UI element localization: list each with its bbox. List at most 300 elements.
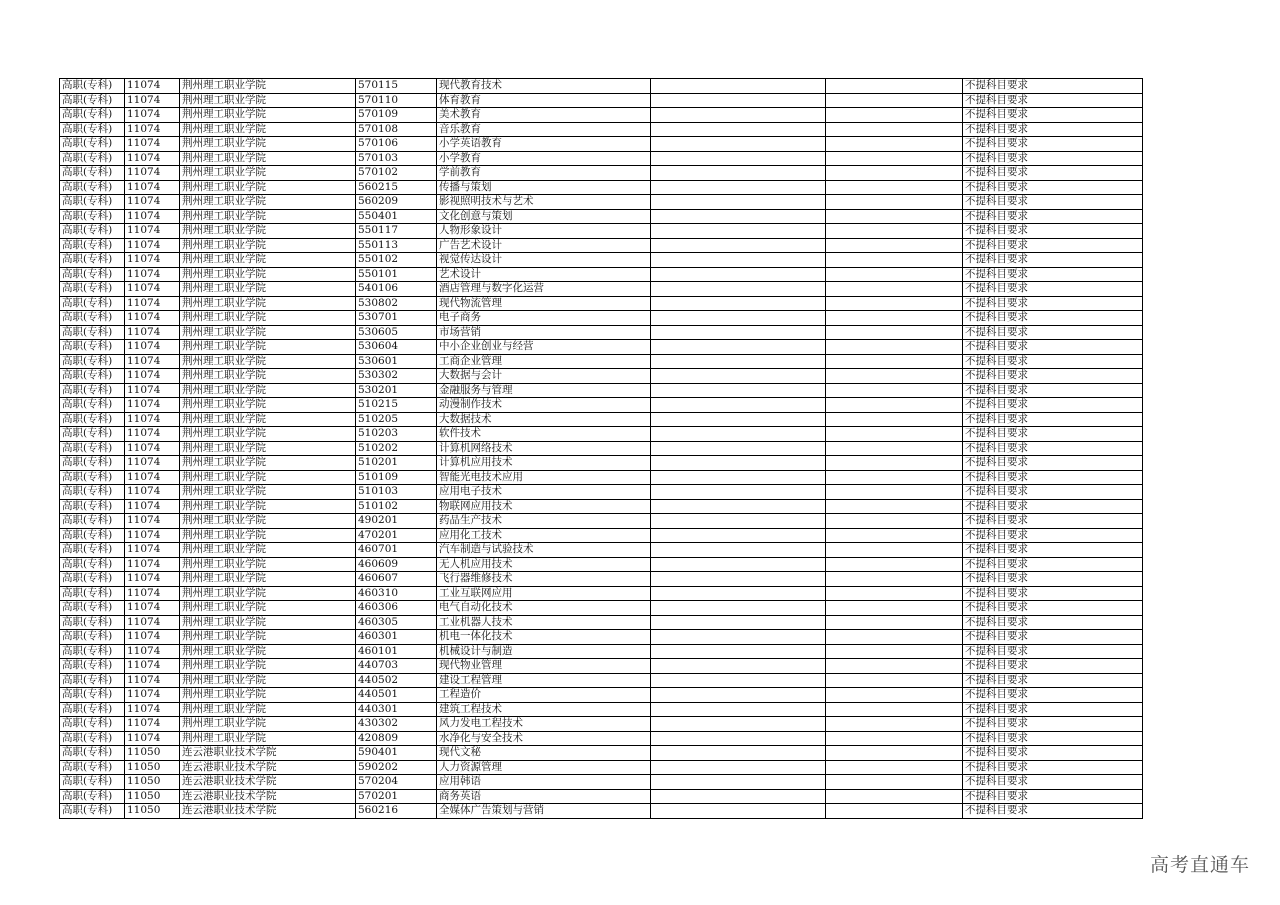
blank-cell [651, 282, 826, 297]
table-row [60, 601, 1143, 616]
school-name-cell: 荆州理工职业学院 [180, 398, 356, 413]
major-code-cell: 530604 [356, 340, 437, 355]
blank-cell [826, 804, 963, 819]
blank-cell [651, 514, 826, 529]
blank-cell [826, 108, 963, 123]
subject-requirement-cell: 不提科目要求 [963, 470, 1143, 485]
school-name-cell: 荆州理工职业学院 [180, 499, 356, 514]
table-row [60, 746, 1143, 761]
blank-cell [826, 209, 963, 224]
major-code-cell: 530601 [356, 354, 437, 369]
blank-cell [651, 195, 826, 210]
level-cell: 高职(专科) [60, 224, 125, 239]
level-cell: 高职(专科) [60, 760, 125, 775]
blank-cell [826, 122, 963, 137]
table-row [60, 253, 1143, 268]
major-code-cell: 570115 [356, 79, 437, 94]
blank-cell [826, 180, 963, 195]
subject-requirement-cell: 不提科目要求 [963, 354, 1143, 369]
major-name-cell: 人力资源管理 [437, 760, 651, 775]
school-code-cell: 11074 [125, 543, 180, 558]
school-name-cell: 荆州理工职业学院 [180, 528, 356, 543]
school-name-cell: 荆州理工职业学院 [180, 122, 356, 137]
school-code-cell: 11074 [125, 383, 180, 398]
blank-cell [826, 383, 963, 398]
major-code-cell: 460701 [356, 543, 437, 558]
school-name-cell: 荆州理工职业学院 [180, 557, 356, 572]
blank-cell [826, 93, 963, 108]
blank-cell [826, 499, 963, 514]
major-code-cell: 550102 [356, 253, 437, 268]
blank-cell [651, 630, 826, 645]
major-code-cell: 510201 [356, 456, 437, 471]
major-name-cell: 传播与策划 [437, 180, 651, 195]
blank-cell [651, 717, 826, 732]
blank-cell [826, 615, 963, 630]
subject-requirement-cell: 不提科目要求 [963, 441, 1143, 456]
major-name-cell: 建筑工程技术 [437, 702, 651, 717]
level-cell: 高职(专科) [60, 659, 125, 674]
subject-requirement-cell: 不提科目要求 [963, 238, 1143, 253]
major-name-cell: 工业互联网应用 [437, 586, 651, 601]
subject-requirement-cell: 不提科目要求 [963, 369, 1143, 384]
blank-cell [651, 499, 826, 514]
blank-cell [651, 224, 826, 239]
school-name-cell: 连云港职业技术学院 [180, 789, 356, 804]
blank-cell [651, 528, 826, 543]
major-name-cell: 中小企业创业与经营 [437, 340, 651, 355]
blank-cell [651, 340, 826, 355]
major-name-cell: 工程造价 [437, 688, 651, 703]
major-name-cell: 应用电子技术 [437, 485, 651, 500]
table-row [60, 717, 1143, 732]
school-code-cell: 11074 [125, 673, 180, 688]
major-name-cell: 机械设计与制造 [437, 644, 651, 659]
school-name-cell: 荆州理工职业学院 [180, 441, 356, 456]
school-name-cell: 荆州理工职业学院 [180, 702, 356, 717]
school-name-cell: 荆州理工职业学院 [180, 673, 356, 688]
blank-cell [826, 354, 963, 369]
subject-requirement-cell: 不提科目要求 [963, 731, 1143, 746]
major-name-cell: 大数据技术 [437, 412, 651, 427]
table-row [60, 528, 1143, 543]
school-name-cell: 荆州理工职业学院 [180, 253, 356, 268]
major-code-cell: 550101 [356, 267, 437, 282]
table-row [60, 325, 1143, 340]
subject-requirement-cell: 不提科目要求 [963, 775, 1143, 790]
blank-cell [651, 644, 826, 659]
level-cell: 高职(专科) [60, 93, 125, 108]
school-name-cell: 荆州理工职业学院 [180, 296, 356, 311]
blank-cell [651, 441, 826, 456]
blank-cell [651, 673, 826, 688]
school-name-cell: 连云港职业技术学院 [180, 775, 356, 790]
major-name-cell: 现代物流管理 [437, 296, 651, 311]
blank-cell [651, 398, 826, 413]
level-cell: 高职(专科) [60, 412, 125, 427]
blank-cell [826, 557, 963, 572]
major-code-cell: 510202 [356, 441, 437, 456]
blank-cell [651, 354, 826, 369]
major-code-cell: 570102 [356, 166, 437, 181]
table-row [60, 572, 1143, 587]
school-code-cell: 11074 [125, 369, 180, 384]
major-code-cell: 540106 [356, 282, 437, 297]
major-name-cell: 飞行器维修技术 [437, 572, 651, 587]
major-code-cell: 510205 [356, 412, 437, 427]
school-name-cell: 荆州理工职业学院 [180, 630, 356, 645]
blank-cell [826, 441, 963, 456]
school-name-cell: 荆州理工职业学院 [180, 615, 356, 630]
major-name-cell: 体育教育 [437, 93, 651, 108]
table-row [60, 804, 1143, 819]
major-name-cell: 文化创意与策划 [437, 209, 651, 224]
school-name-cell: 荆州理工职业学院 [180, 427, 356, 442]
school-name-cell: 荆州理工职业学院 [180, 180, 356, 195]
level-cell: 高职(专科) [60, 267, 125, 282]
school-code-cell: 11074 [125, 615, 180, 630]
school-code-cell: 11074 [125, 470, 180, 485]
subject-requirement-cell: 不提科目要求 [963, 572, 1143, 587]
blank-cell [651, 253, 826, 268]
major-name-cell: 市场营销 [437, 325, 651, 340]
major-name-cell: 建设工程管理 [437, 673, 651, 688]
school-code-cell: 11074 [125, 427, 180, 442]
school-name-cell: 荆州理工职业学院 [180, 224, 356, 239]
level-cell: 高职(专科) [60, 688, 125, 703]
school-code-cell: 11074 [125, 296, 180, 311]
level-cell: 高职(专科) [60, 282, 125, 297]
blank-cell [651, 456, 826, 471]
major-name-cell: 电子商务 [437, 311, 651, 326]
school-code-cell: 11074 [125, 238, 180, 253]
blank-cell [826, 427, 963, 442]
blank-cell [826, 267, 963, 282]
school-code-cell: 11074 [125, 644, 180, 659]
major-code-cell: 440501 [356, 688, 437, 703]
major-code-cell: 460306 [356, 601, 437, 616]
subject-requirement-cell: 不提科目要求 [963, 180, 1143, 195]
level-cell: 高职(专科) [60, 804, 125, 819]
major-code-cell: 550117 [356, 224, 437, 239]
school-name-cell: 荆州理工职业学院 [180, 340, 356, 355]
subject-requirement-cell: 不提科目要求 [963, 688, 1143, 703]
blank-cell [651, 702, 826, 717]
blank-cell [651, 688, 826, 703]
subject-requirement-cell: 不提科目要求 [963, 209, 1143, 224]
level-cell: 高职(专科) [60, 398, 125, 413]
table-row [60, 195, 1143, 210]
major-name-cell: 酒店管理与数字化运营 [437, 282, 651, 297]
level-cell: 高职(专科) [60, 151, 125, 166]
school-code-cell: 11074 [125, 717, 180, 732]
blank-cell [826, 528, 963, 543]
subject-requirement-cell: 不提科目要求 [963, 717, 1143, 732]
school-code-cell: 11074 [125, 398, 180, 413]
major-code-cell: 570108 [356, 122, 437, 137]
school-name-cell: 荆州理工职业学院 [180, 644, 356, 659]
major-code-cell: 420809 [356, 731, 437, 746]
major-code-cell: 590202 [356, 760, 437, 775]
level-cell: 高职(专科) [60, 354, 125, 369]
level-cell: 高职(专科) [60, 543, 125, 558]
blank-cell [651, 151, 826, 166]
school-name-cell: 荆州理工职业学院 [180, 108, 356, 123]
subject-requirement-cell: 不提科目要求 [963, 557, 1143, 572]
blank-cell [826, 296, 963, 311]
major-code-cell: 460310 [356, 586, 437, 601]
school-code-cell: 11050 [125, 789, 180, 804]
major-code-cell: 570103 [356, 151, 437, 166]
level-cell: 高职(专科) [60, 340, 125, 355]
level-cell: 高职(专科) [60, 383, 125, 398]
subject-requirement-cell: 不提科目要求 [963, 485, 1143, 500]
level-cell: 高职(专科) [60, 499, 125, 514]
blank-cell [826, 456, 963, 471]
level-cell: 高职(专科) [60, 369, 125, 384]
major-code-cell: 470201 [356, 528, 437, 543]
major-code-cell: 530302 [356, 369, 437, 384]
level-cell: 高职(专科) [60, 731, 125, 746]
blank-cell [651, 470, 826, 485]
major-code-cell: 460101 [356, 644, 437, 659]
blank-cell [826, 79, 963, 94]
table-row [60, 224, 1143, 239]
major-code-cell: 550113 [356, 238, 437, 253]
table-row [60, 383, 1143, 398]
blank-cell [826, 369, 963, 384]
major-name-cell: 大数据与会计 [437, 369, 651, 384]
level-cell: 高职(专科) [60, 195, 125, 210]
table-row [60, 238, 1143, 253]
major-code-cell: 440301 [356, 702, 437, 717]
table-row [60, 108, 1143, 123]
level-cell: 高职(专科) [60, 311, 125, 326]
blank-cell [651, 180, 826, 195]
school-name-cell: 荆州理工职业学院 [180, 166, 356, 181]
school-code-cell: 11074 [125, 528, 180, 543]
school-code-cell: 11074 [125, 659, 180, 674]
major-code-cell: 460305 [356, 615, 437, 630]
level-cell: 高职(专科) [60, 702, 125, 717]
blank-cell [651, 122, 826, 137]
subject-requirement-cell: 不提科目要求 [963, 137, 1143, 152]
level-cell: 高职(专科) [60, 470, 125, 485]
major-name-cell: 商务英语 [437, 789, 651, 804]
table-row [60, 456, 1143, 471]
major-code-cell: 510109 [356, 470, 437, 485]
school-code-cell: 11050 [125, 804, 180, 819]
table-row [60, 543, 1143, 558]
major-code-cell: 590401 [356, 746, 437, 761]
major-code-cell: 510215 [356, 398, 437, 413]
blank-cell [651, 746, 826, 761]
subject-requirement-cell: 不提科目要求 [963, 586, 1143, 601]
level-cell: 高职(专科) [60, 673, 125, 688]
table-row [60, 137, 1143, 152]
blank-cell [651, 325, 826, 340]
major-code-cell: 530802 [356, 296, 437, 311]
major-code-cell: 440502 [356, 673, 437, 688]
major-name-cell: 药品生产技术 [437, 514, 651, 529]
subject-requirement-cell: 不提科目要求 [963, 340, 1143, 355]
watermark-text: 高考直通车 [1149, 854, 1250, 876]
blank-cell [651, 369, 826, 384]
table-row [60, 209, 1143, 224]
table-row [60, 296, 1143, 311]
subject-requirement-cell: 不提科目要求 [963, 659, 1143, 674]
table-row [60, 644, 1143, 659]
major-name-cell: 人物形象设计 [437, 224, 651, 239]
major-name-cell: 美术教育 [437, 108, 651, 123]
blank-cell [826, 151, 963, 166]
blank-cell [651, 760, 826, 775]
level-cell: 高职(专科) [60, 615, 125, 630]
table-row [60, 427, 1143, 442]
blank-cell [651, 79, 826, 94]
major-code-cell: 570110 [356, 93, 437, 108]
school-code-cell: 11074 [125, 195, 180, 210]
subject-requirement-cell: 不提科目要求 [963, 601, 1143, 616]
blank-cell [651, 311, 826, 326]
major-code-cell: 460607 [356, 572, 437, 587]
subject-requirement-cell: 不提科目要求 [963, 151, 1143, 166]
table-row [60, 615, 1143, 630]
level-cell: 高职(专科) [60, 644, 125, 659]
table-row [60, 789, 1143, 804]
table-row [60, 122, 1143, 137]
school-code-cell: 11074 [125, 731, 180, 746]
major-name-cell: 机电一体化技术 [437, 630, 651, 645]
major-code-cell: 570109 [356, 108, 437, 123]
school-name-cell: 荆州理工职业学院 [180, 470, 356, 485]
subject-requirement-cell: 不提科目要求 [963, 93, 1143, 108]
subject-requirement-cell: 不提科目要求 [963, 514, 1143, 529]
subject-requirement-cell: 不提科目要求 [963, 528, 1143, 543]
blank-cell [826, 238, 963, 253]
major-code-cell: 560215 [356, 180, 437, 195]
subject-requirement-cell: 不提科目要求 [963, 267, 1143, 282]
school-code-cell: 11074 [125, 688, 180, 703]
school-code-cell: 11074 [125, 122, 180, 137]
subject-requirement-cell: 不提科目要求 [963, 195, 1143, 210]
school-name-cell: 荆州理工职业学院 [180, 238, 356, 253]
blank-cell [651, 137, 826, 152]
blank-cell [826, 195, 963, 210]
blank-cell [826, 586, 963, 601]
blank-cell [651, 804, 826, 819]
level-cell: 高职(专科) [60, 122, 125, 137]
level-cell: 高职(专科) [60, 137, 125, 152]
subject-requirement-cell: 不提科目要求 [963, 673, 1143, 688]
subject-requirement-cell: 不提科目要求 [963, 746, 1143, 761]
school-name-cell: 荆州理工职业学院 [180, 601, 356, 616]
school-code-cell: 11074 [125, 340, 180, 355]
blank-cell [826, 659, 963, 674]
blank-cell [826, 746, 963, 761]
school-name-cell: 荆州理工职业学院 [180, 514, 356, 529]
blank-cell [826, 253, 963, 268]
school-code-cell: 11050 [125, 775, 180, 790]
level-cell: 高职(专科) [60, 746, 125, 761]
subject-requirement-cell: 不提科目要求 [963, 702, 1143, 717]
school-name-cell: 荆州理工职业学院 [180, 151, 356, 166]
school-name-cell: 荆州理工职业学院 [180, 586, 356, 601]
school-code-cell: 11074 [125, 151, 180, 166]
major-code-cell: 510102 [356, 499, 437, 514]
blank-cell [651, 601, 826, 616]
school-name-cell: 荆州理工职业学院 [180, 485, 356, 500]
subject-requirement-cell: 不提科目要求 [963, 296, 1143, 311]
subject-requirement-cell: 不提科目要求 [963, 166, 1143, 181]
school-code-cell: 11074 [125, 557, 180, 572]
subject-requirement-cell: 不提科目要求 [963, 644, 1143, 659]
level-cell: 高职(专科) [60, 166, 125, 181]
school-name-cell: 荆州理工职业学院 [180, 369, 356, 384]
level-cell: 高职(专科) [60, 253, 125, 268]
major-name-cell: 小学教育 [437, 151, 651, 166]
subject-requirement-cell: 不提科目要求 [963, 615, 1143, 630]
major-code-cell: 530605 [356, 325, 437, 340]
school-code-cell: 11074 [125, 93, 180, 108]
school-code-cell: 11074 [125, 354, 180, 369]
major-code-cell: 510103 [356, 485, 437, 500]
level-cell: 高职(专科) [60, 79, 125, 94]
school-name-cell: 荆州理工职业学院 [180, 282, 356, 297]
level-cell: 高职(专科) [60, 528, 125, 543]
blank-cell [826, 630, 963, 645]
table-row [60, 340, 1143, 355]
school-code-cell: 11074 [125, 325, 180, 340]
major-code-cell: 530201 [356, 383, 437, 398]
table-row [60, 659, 1143, 674]
major-code-cell: 560216 [356, 804, 437, 819]
school-name-cell: 连云港职业技术学院 [180, 760, 356, 775]
major-name-cell: 艺术设计 [437, 267, 651, 282]
table-row [60, 151, 1143, 166]
subject-requirement-cell: 不提科目要求 [963, 325, 1143, 340]
blank-cell [826, 688, 963, 703]
school-code-cell: 11074 [125, 601, 180, 616]
blank-cell [651, 267, 826, 282]
school-code-cell: 11074 [125, 514, 180, 529]
subject-requirement-cell: 不提科目要求 [963, 427, 1143, 442]
blank-cell [826, 340, 963, 355]
blank-cell [651, 383, 826, 398]
blank-cell [826, 485, 963, 500]
table-row [60, 369, 1143, 384]
major-name-cell: 应用韩语 [437, 775, 651, 790]
table-row [60, 166, 1143, 181]
school-name-cell: 荆州理工职业学院 [180, 383, 356, 398]
level-cell: 高职(专科) [60, 586, 125, 601]
major-name-cell: 风力发电工程技术 [437, 717, 651, 732]
blank-cell [826, 572, 963, 587]
school-code-cell: 11074 [125, 630, 180, 645]
school-name-cell: 荆州理工职业学院 [180, 412, 356, 427]
subject-requirement-cell: 不提科目要求 [963, 760, 1143, 775]
level-cell: 高职(专科) [60, 296, 125, 311]
major-code-cell: 430302 [356, 717, 437, 732]
school-name-cell: 荆州理工职业学院 [180, 688, 356, 703]
major-name-cell: 影视照明技术与艺术 [437, 195, 651, 210]
subject-requirement-cell: 不提科目要求 [963, 412, 1143, 427]
school-name-cell: 连云港职业技术学院 [180, 746, 356, 761]
major-name-cell: 学前教育 [437, 166, 651, 181]
subject-requirement-cell: 不提科目要求 [963, 108, 1143, 123]
school-name-cell: 荆州理工职业学院 [180, 195, 356, 210]
blank-cell [826, 760, 963, 775]
